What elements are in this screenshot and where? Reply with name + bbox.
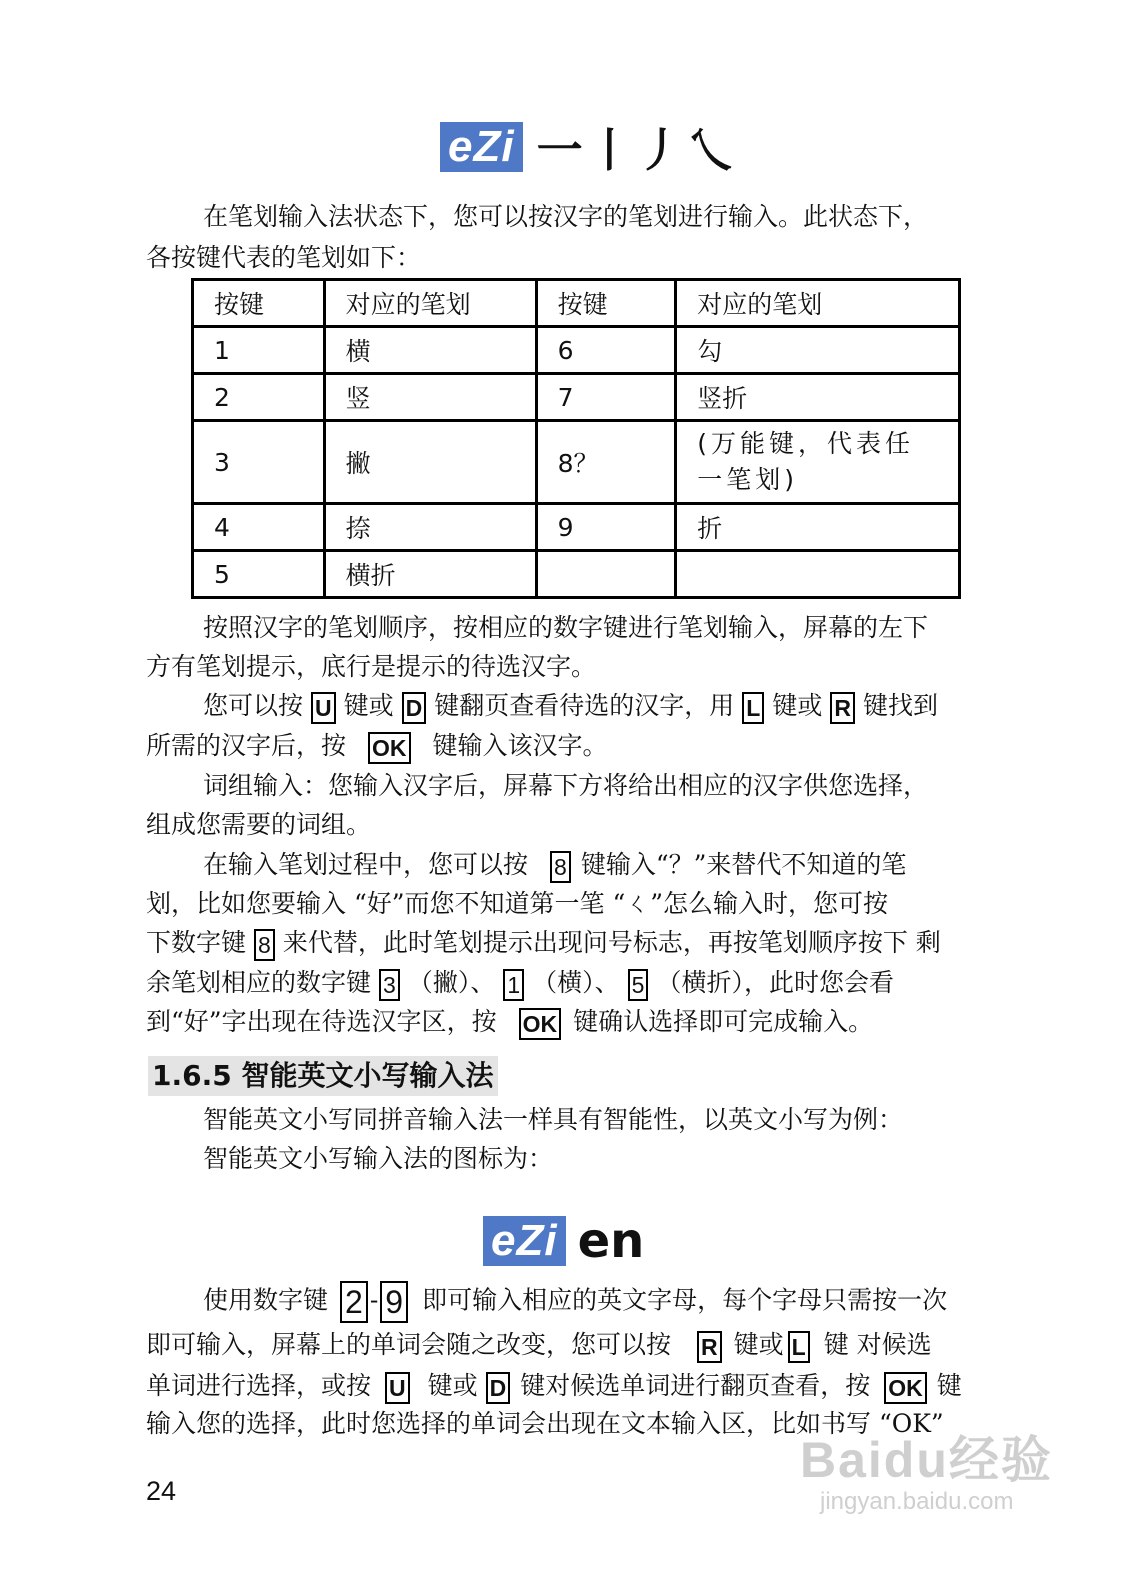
text: 键翻页查看待选的汉字，用 bbox=[434, 691, 735, 720]
table-row bbox=[193, 374, 960, 421]
key-3: 3 bbox=[379, 969, 400, 1001]
key-d: D bbox=[402, 692, 427, 724]
key-r: R bbox=[697, 1331, 722, 1363]
para6-line-3 bbox=[146, 1369, 962, 1404]
text: 即可输入，屏幕上的单词会随之改变，您可以按 bbox=[146, 1330, 672, 1359]
para6-line-4: 输入您的选择，此时您选择的单词会出现在文本输入区，比如书写 “OK” bbox=[146, 1409, 944, 1438]
table-cell: 6 bbox=[536, 327, 676, 374]
ezi-badge: eZi bbox=[440, 122, 523, 172]
text: 下数字键 bbox=[146, 928, 247, 957]
baidu-watermark bbox=[800, 1420, 1053, 1516]
stroke-logo-text: 一丨丿乀 bbox=[536, 123, 737, 177]
text: 键或 bbox=[427, 1371, 478, 1400]
key-8: 8 bbox=[550, 851, 571, 883]
text: - bbox=[369, 1285, 379, 1315]
stroke-key-table bbox=[191, 278, 961, 599]
table-cell bbox=[536, 551, 676, 598]
key-5: 5 bbox=[628, 969, 649, 1001]
table-cell: 竖折 bbox=[676, 374, 960, 421]
text: 所需的汉字后，按 bbox=[146, 731, 347, 760]
text: 使用数字键 bbox=[203, 1285, 329, 1315]
key-l: L bbox=[788, 1331, 810, 1363]
key-d: D bbox=[486, 1372, 511, 1404]
table-header-row bbox=[193, 280, 960, 327]
table-cell: 5 bbox=[193, 551, 325, 598]
table-cell: 横折 bbox=[324, 551, 536, 598]
para4-line-1 bbox=[203, 848, 906, 883]
section-number: 1.6.5 bbox=[152, 1059, 232, 1092]
para4-line-2: 划，比如您要输入 “好”而您不知道第一笔 “ㄑ”怎么输入时，您可按 bbox=[146, 889, 889, 918]
key-8: 8 bbox=[254, 929, 275, 961]
para6-line-1 bbox=[203, 1281, 947, 1323]
table-row bbox=[193, 421, 960, 504]
para3-line-2: 组成您需要的词组。 bbox=[146, 810, 372, 839]
text: 键输入“？”来替代不知道的笔 bbox=[580, 850, 907, 879]
ezi-badge: eZi bbox=[483, 1216, 566, 1266]
para4-line-3 bbox=[146, 926, 941, 961]
text: 即可输入相应的英文字母，每个字母只需按一次 bbox=[422, 1285, 948, 1315]
key-ok: OK bbox=[519, 1008, 562, 1040]
table-header-cell: 按键 bbox=[536, 280, 676, 327]
key-ok: OK bbox=[884, 1372, 927, 1404]
table-cell: 1 bbox=[193, 327, 325, 374]
table-cell: 折 bbox=[676, 504, 960, 551]
text: 键输入该汉字。 bbox=[432, 731, 608, 760]
section-heading bbox=[148, 1056, 498, 1096]
para6-line-2 bbox=[146, 1328, 932, 1363]
para1-line-1: 按照汉字的笔划顺序，按相应的数字键进行笔划输入，屏幕的左下 bbox=[203, 613, 929, 642]
table-cell: 4 bbox=[193, 504, 325, 551]
para1-line-2: 方有笔划提示，底行是提示的待选汉字。 bbox=[146, 652, 597, 681]
table-cell: 3 bbox=[193, 421, 325, 504]
table-cell: 勾 bbox=[676, 327, 960, 374]
table-cell: 8？ bbox=[536, 421, 676, 504]
table-header-cell: 按键 bbox=[193, 280, 325, 327]
text: （横）、 bbox=[532, 968, 620, 997]
table-cell bbox=[676, 551, 960, 598]
text: 键或 bbox=[343, 691, 394, 720]
text: 到“好”字出现在待选汉字区，按 bbox=[146, 1007, 497, 1036]
table-cell: 撇 bbox=[324, 421, 536, 504]
section-title: 智能英文小写输入法 bbox=[241, 1059, 494, 1092]
table-cell: 9 bbox=[536, 504, 676, 551]
text: 来代替，此时笔划提示出现问号标志，再按笔划顺序按下 剩 bbox=[282, 928, 941, 957]
key-ok: OK bbox=[368, 732, 411, 764]
table-row bbox=[193, 504, 960, 551]
table-header-cell: 对应的笔划 bbox=[324, 280, 536, 327]
intro-line-2: 各按键代表的笔划如下： bbox=[146, 243, 422, 272]
en-logo-text: en bbox=[577, 1213, 645, 1269]
text: 单词进行选择，或按 bbox=[146, 1371, 372, 1400]
table-row bbox=[193, 327, 960, 374]
text: （撇）、 bbox=[407, 968, 496, 997]
intro-line-1: 在笔划输入法状态下，您可以按汉字的笔划进行输入。此状态下， bbox=[203, 202, 929, 231]
key-l: L bbox=[742, 692, 764, 724]
key-u: U bbox=[385, 1372, 410, 1404]
para5-line-1: 智能英文小写同拼音输入法一样具有智能性，以英文小写为例： bbox=[203, 1105, 904, 1134]
table-cell: 7 bbox=[536, 374, 676, 421]
key-u: U bbox=[311, 692, 336, 724]
text: 键找到 bbox=[863, 691, 939, 720]
text: 在输入笔划过程中，您可以按 bbox=[203, 850, 529, 879]
key-2: 2 bbox=[340, 1281, 368, 1323]
text: 键或 bbox=[772, 691, 823, 720]
table-cell: (万能键，代表任一笔划) bbox=[676, 421, 960, 504]
stroke-mode-logo bbox=[440, 114, 737, 180]
table-header-cell: 对应的笔划 bbox=[676, 280, 960, 327]
para4-line-5 bbox=[146, 1005, 873, 1040]
text: 您可以按 bbox=[203, 691, 304, 720]
key-1: 1 bbox=[503, 969, 524, 1001]
watermark-brand: Baidu经验 bbox=[800, 1432, 1053, 1488]
key-9: 9 bbox=[380, 1281, 408, 1323]
para2-line-1 bbox=[203, 689, 938, 724]
para5-line-2: 智能英文小写输入法的图标为： bbox=[203, 1144, 554, 1173]
table-row bbox=[193, 551, 960, 598]
text: 键 bbox=[936, 1371, 962, 1400]
text: 余笔划相应的数字键 bbox=[146, 968, 372, 997]
key-r: R bbox=[830, 692, 855, 724]
table-cell: 横 bbox=[324, 327, 536, 374]
watermark-url: jingyan.baidu.com bbox=[820, 1488, 1014, 1515]
page-number: 24 bbox=[146, 1476, 177, 1506]
para3-line-1: 词组输入：您输入汉字后，屏幕下方将给出相应的汉字供您选择， bbox=[203, 771, 929, 800]
english-mode-logo bbox=[483, 1213, 644, 1269]
table-cell: 竖 bbox=[324, 374, 536, 421]
text: 键对候选单词进行翻页查看，按 bbox=[520, 1371, 871, 1400]
text: 键或 bbox=[733, 1330, 784, 1359]
table-cell: 2 bbox=[193, 374, 325, 421]
text: 键确认选择即可完成输入。 bbox=[573, 1007, 874, 1036]
text: （横折），此时您会看 bbox=[656, 968, 894, 997]
para2-line-2 bbox=[146, 729, 608, 764]
table-cell: 捺 bbox=[324, 504, 536, 551]
text: 键 对候选 bbox=[823, 1330, 932, 1359]
para4-line-4 bbox=[146, 966, 894, 1001]
